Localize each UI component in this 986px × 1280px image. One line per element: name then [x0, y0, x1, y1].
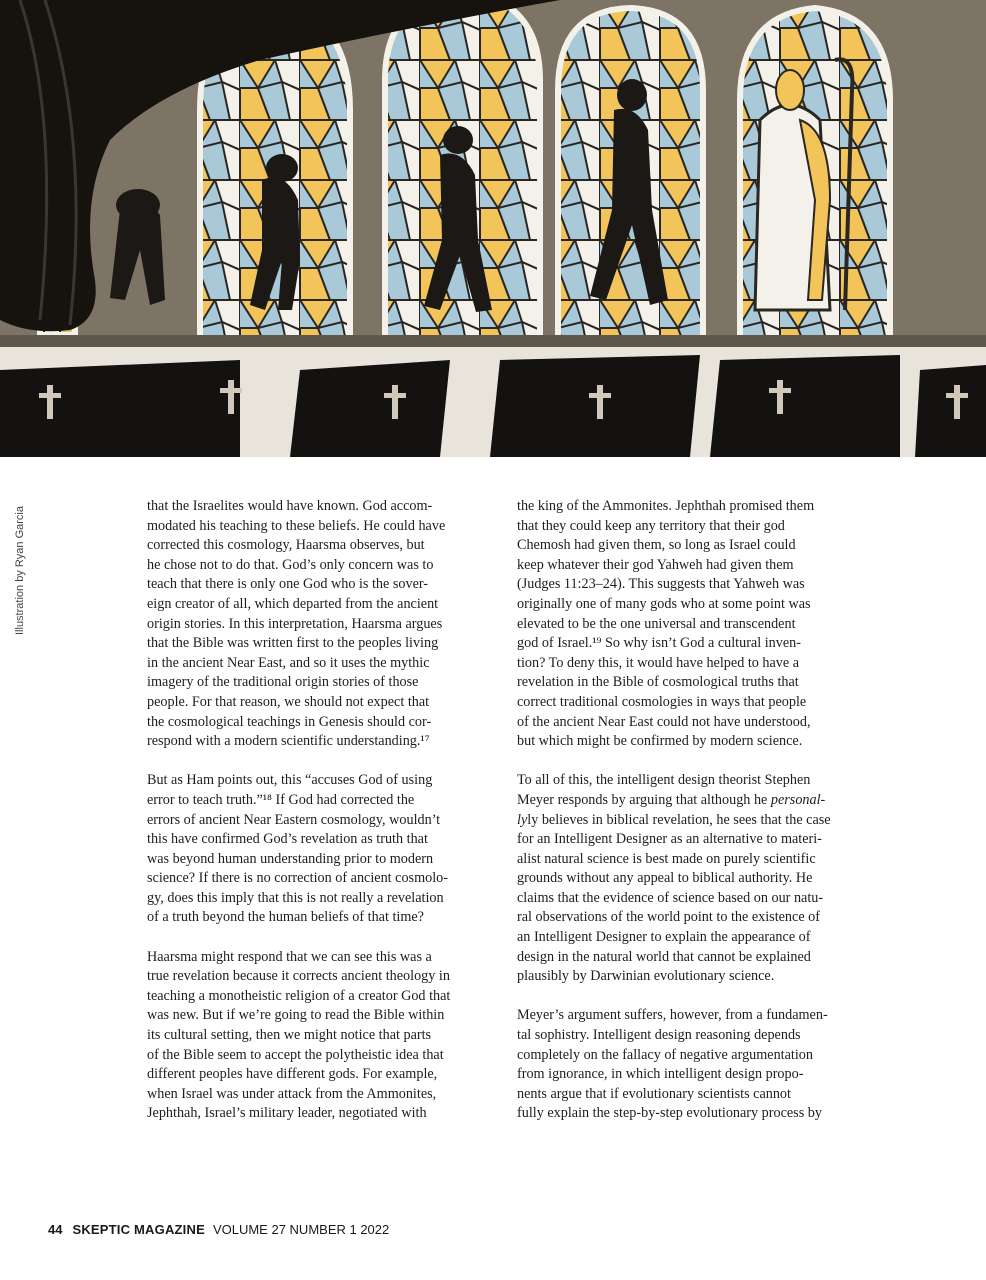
- text-line: of the Bible seem to accept the polytheistic idea that: [147, 1046, 444, 1063]
- text-line: for an Intelligent Designer as an alternative to materi-: [517, 831, 822, 848]
- text-line: [517, 791, 869, 811]
- text-line: Jephthah, Israel’s military leader, negotiated with: [147, 1105, 427, 1122]
- text-line: gy, does this imply that this is not really a revelation: [147, 889, 444, 906]
- text-line: the king of the Ammonites. Jephthah promised them: [517, 498, 815, 514]
- text-line: tion? To deny this, it would have helped to have a: [517, 654, 800, 671]
- text-line: design in the natural world that cannot be explained: [517, 948, 811, 965]
- text-line: imagery of the traditional origin stories of those: [147, 674, 419, 691]
- right-column: [517, 497, 869, 1124]
- text-line: alist natural science is best made on purely scientific: [517, 850, 816, 867]
- text-line: completely on the fallacy of negative argumentation: [517, 1046, 813, 1063]
- text-line: ral observations of the world point to the existence of: [517, 909, 820, 926]
- text-line: he chose not to do that. God’s only concern was to: [147, 556, 434, 573]
- text-line: nents argue that if evolutionary scientists cannot: [517, 1085, 791, 1102]
- text-line: plausibly by Darwinian evolutionary science.: [517, 968, 775, 985]
- text-line: that they could keep any territory that their god: [517, 517, 785, 534]
- text-line: originally one of many gods who at some point was: [517, 595, 811, 612]
- text-line: was new. But if we’re going to read the Bible within: [147, 1007, 445, 1024]
- text-line: origin stories. In this interpretation, Haarsma argues: [147, 615, 443, 632]
- text-fragment: ly believes in biblical revelation, he sees that the case: [527, 811, 831, 828]
- text-line: modated his teaching to these beliefs. He could have: [147, 517, 446, 534]
- text-line: correct traditional cosmologies in ways that people: [517, 693, 807, 710]
- page-number: 44: [48, 1222, 63, 1237]
- text-line: claims that the evidence of science based on our natu-: [517, 889, 824, 906]
- text-line: people. For that reason, we should not expect that: [147, 693, 430, 710]
- illustration-credit-text: Illustration by Ryan Garcia: [14, 506, 26, 635]
- text-line: was beyond human understanding prior to modern: [147, 850, 434, 867]
- text-line: that the Israelites would have known. God accom-: [147, 498, 433, 514]
- text-line: in the ancient Near East, and so it uses the mythic: [147, 654, 430, 671]
- text-line: science? If there is no correction of ancient cosmolo-: [147, 870, 448, 887]
- text-line: of the ancient Near East could not have understood,: [517, 713, 811, 730]
- left-column: [147, 497, 497, 1124]
- text-line: Chemosh had given them, so long as Israel could: [517, 537, 796, 554]
- text-line: (Judges 11:23–24). This suggests that Yahweh was: [517, 576, 805, 593]
- church-stained-glass-evolution-icon: [0, 0, 986, 457]
- text-line: the cosmological teachings in Genesis should cor-: [147, 713, 432, 730]
- text-line: true revelation because it corrects ancient theology in: [147, 968, 450, 985]
- text-line: eign creator of all, which departed from the ancient: [147, 595, 439, 612]
- text-line: corrected this cosmology, Haarsma observes, but: [147, 537, 425, 554]
- text-line: errors of ancient Near Eastern cosmology, wouldn’t: [147, 811, 441, 828]
- text-line: from ignorance, in which intelligent design propo-: [517, 1066, 804, 1083]
- text-line: Meyer’s argument suffers, however, from a fundamen-: [517, 1007, 828, 1024]
- text-line: keep whatever their god Yahweh had given them: [517, 556, 794, 573]
- text-line: grounds without any appeal to biblical authority. He: [517, 870, 813, 887]
- italic-fragment: personal-: [770, 791, 826, 808]
- magazine-name: SKEPTIC MAGAZINE: [72, 1222, 205, 1237]
- text-line: this have confirmed God’s revelation as truth that: [147, 831, 428, 848]
- text-line: an Intelligent Designer to explain the appearance of: [517, 929, 811, 946]
- page-footer: [48, 1222, 389, 1237]
- text-line: To all of this, the intelligent design theorist Stephen: [517, 772, 811, 789]
- text-line: but which might be confirmed by modern science.: [517, 733, 803, 750]
- illustration-credit: [8, 475, 32, 635]
- text-line: Haarsma might respond that we can see this was a: [147, 948, 432, 965]
- text-fragment: Meyer responds by arguing that although he: [517, 791, 771, 808]
- text-line: teach that there is only one God who is the sover-: [147, 576, 429, 593]
- text-line: respond with a modern scientific understanding.¹⁷: [147, 733, 430, 750]
- text-line: that the Bible was written first to the peoples living: [147, 635, 439, 652]
- text-line: elevated to be the one universal and transcendent: [517, 615, 796, 632]
- issue-info: VOLUME 27 NUMBER 1 2022: [212, 1222, 390, 1237]
- text-line: different peoples have different gods. For example,: [147, 1066, 438, 1083]
- text-line: of a truth beyond the human beliefs of that time?: [147, 909, 424, 926]
- text-line: its cultural setting, then we might notice that parts: [147, 1027, 432, 1044]
- text-line: [517, 811, 869, 831]
- stained-glass-illustration: [0, 0, 986, 457]
- text-line: fully explain the step-by-step evolutionary process by: [517, 1105, 822, 1122]
- text-line: revelation in the Bible of cosmological truths that: [517, 674, 799, 691]
- text-line: tal sophistry. Intelligent design reasoning depends: [517, 1027, 801, 1044]
- text-line: error to teach truth.”¹⁸ If God had corrected the: [147, 791, 415, 808]
- italic-fragment: ly: [517, 811, 528, 828]
- text-line: But as Ham points out, this “accuses God of using: [147, 772, 433, 789]
- text-line: god of Israel.¹⁹ So why isn’t God a cultural inven-: [517, 635, 801, 652]
- text-line: teaching a monotheistic religion of a creator God that: [147, 987, 451, 1004]
- text-line: when Israel was under attack from the Ammonites,: [147, 1085, 437, 1102]
